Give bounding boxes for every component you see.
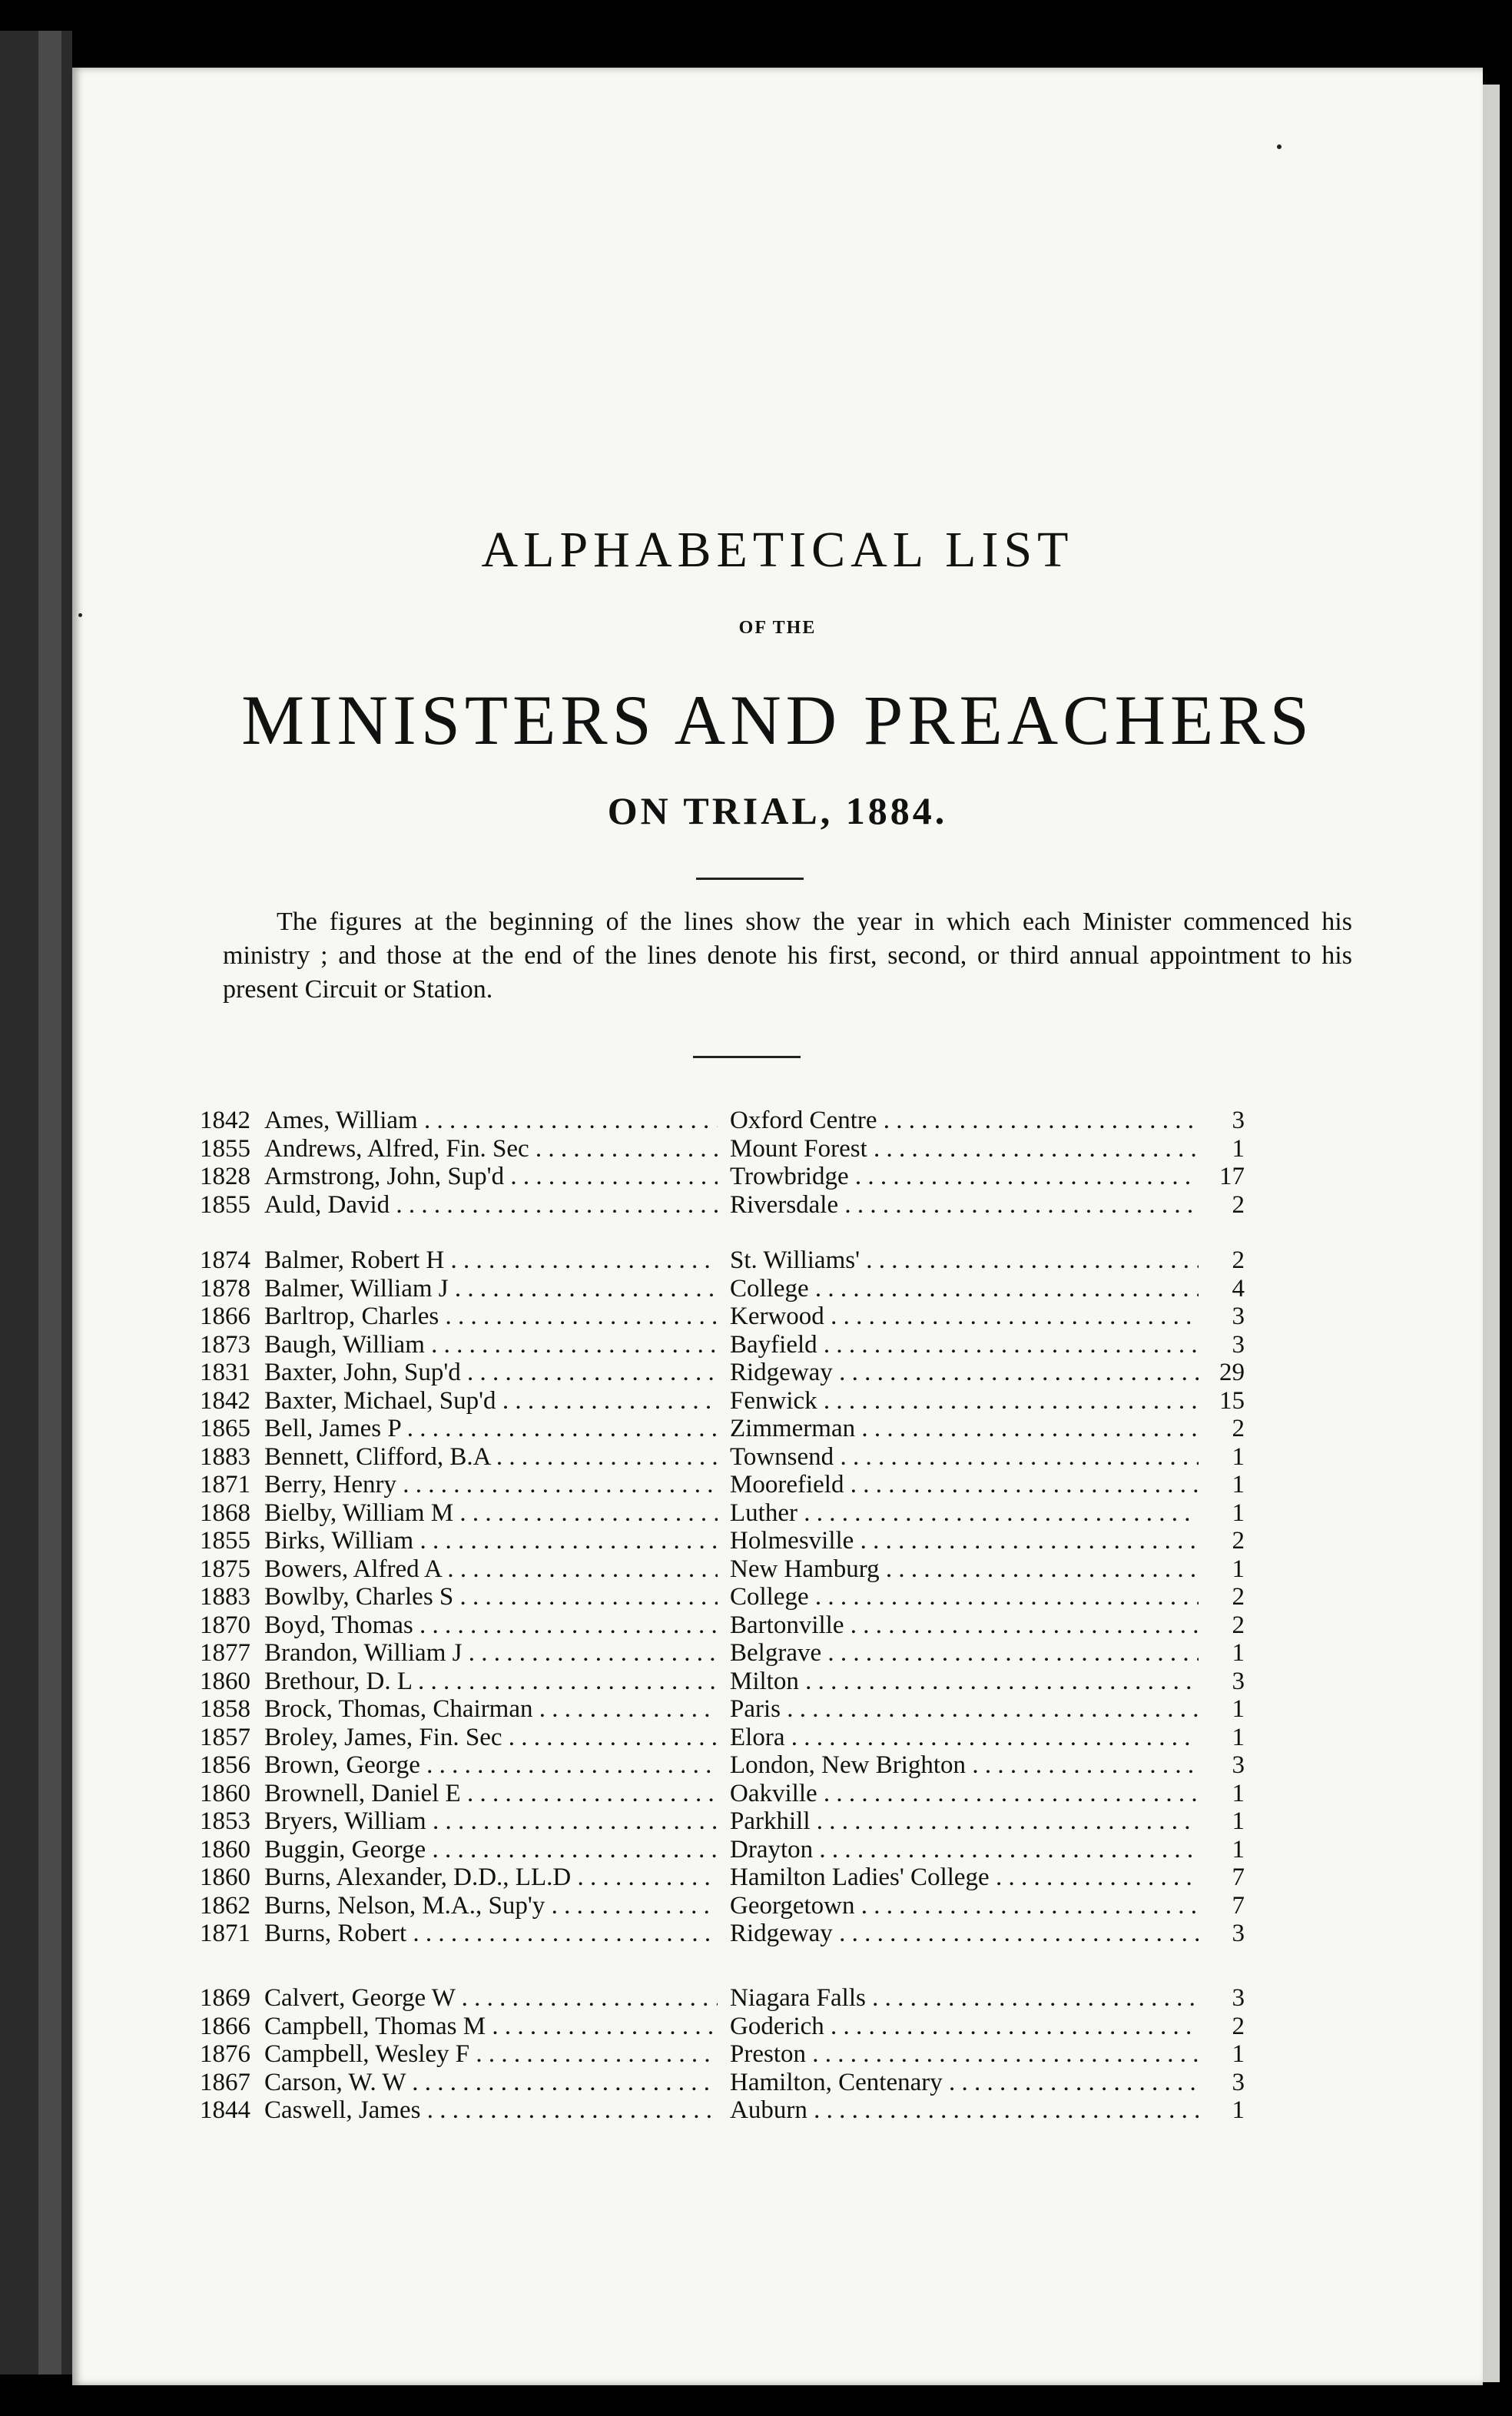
entry-appointment-number: 1 — [1232, 1442, 1245, 1471]
entry-year: 1855 — [200, 1527, 250, 1555]
entry-appointment-number: 1 — [1232, 1134, 1245, 1163]
entries-group-c — [200, 1984, 1371, 2125]
heading-alphabetical-list: ALPHABETICAL LIST — [481, 522, 1074, 578]
entry-station: London, New Brighton . . . — [730, 1751, 1199, 1780]
entry-station: New Hamburg . . . — [730, 1555, 1199, 1584]
entry-year: 1858 — [200, 1695, 250, 1723]
list-item — [200, 2069, 1371, 2097]
entry-year: 1870 — [200, 1611, 250, 1639]
entry-station: Bayfield . . . — [730, 1331, 1199, 1359]
entry-year: 1878 — [200, 1274, 250, 1303]
book-spine-edge — [38, 31, 61, 2375]
entry-name: Bryers, William . . . — [264, 1807, 718, 1836]
entry-year: 1856 — [200, 1751, 250, 1779]
entry-year: 1877 — [200, 1639, 250, 1667]
entry-station: Parkhill . . . — [730, 1807, 1199, 1836]
list-item — [200, 1303, 1371, 1331]
entry-year: 1844 — [200, 2096, 250, 2124]
list-item — [200, 1751, 1371, 1780]
entry-station: Ridgeway . . . — [730, 1920, 1199, 1948]
entry-station: Drayton . . . — [730, 1836, 1199, 1864]
entry-station: Trowbridge . . . — [730, 1163, 1199, 1191]
divider-rule — [696, 878, 804, 880]
list-item — [200, 1920, 1371, 1948]
entry-appointment-number: 2 — [1232, 1611, 1245, 1639]
list-item — [200, 1780, 1371, 1808]
entry-year: 1855 — [200, 1134, 250, 1163]
list-item — [200, 1246, 1371, 1275]
entry-station: Riversdale . . . — [730, 1191, 1199, 1220]
entry-station: Townsend . . . — [730, 1443, 1199, 1472]
entry-year: 1842 — [200, 1386, 250, 1415]
entry-name: Campbell, Wesley F . . . — [264, 2040, 718, 2069]
entry-appointment-number: 1 — [1232, 2040, 1245, 2068]
list-item — [200, 1387, 1371, 1415]
page-edge-right — [1483, 85, 1500, 2382]
entry-year: 1875 — [200, 1555, 250, 1583]
entry-name: Caswell, James . . . — [264, 2096, 718, 2125]
list-item — [200, 1863, 1371, 1892]
entry-name: Bowlby, Charles S . . . — [264, 1583, 718, 1611]
entry-name: Burns, Nelson, M.A., Sup'y . . . — [264, 1892, 718, 1920]
entry-station: Oakville . . . — [730, 1780, 1199, 1808]
entry-station: Kerwood . . . — [730, 1303, 1199, 1331]
entry-station: Georgetown . . . — [730, 1892, 1199, 1920]
entry-station: Hamilton, Centenary . . . — [730, 2069, 1199, 2097]
entry-name: Brownell, Daniel E . . . — [264, 1780, 718, 1808]
entry-year: 1867 — [200, 2068, 250, 2096]
entry-name: Ames, William . . . — [264, 1107, 718, 1135]
entry-year: 1871 — [200, 1471, 250, 1498]
list-item — [200, 2040, 1371, 2069]
entry-year: 1857 — [200, 1723, 250, 1751]
entry-year: 1871 — [200, 1920, 250, 1947]
list-item — [200, 1984, 1371, 2013]
list-item — [200, 1135, 1371, 1163]
entry-appointment-number: 2 — [1232, 1415, 1245, 1442]
entry-appointment-number: 1 — [1232, 1779, 1245, 1807]
list-item — [200, 1836, 1371, 1864]
entry-name: Burns, Robert . . . — [264, 1920, 718, 1948]
list-item — [200, 1331, 1371, 1359]
entry-name: Calvert, George W . . . — [264, 1984, 718, 2013]
entry-station: Bartonville . . . — [730, 1611, 1199, 1640]
scan-speck — [1277, 144, 1282, 149]
book-page — [72, 68, 1483, 2385]
list-item — [200, 1807, 1371, 1836]
heading-on-trial: ON TRIAL, 1884. — [607, 789, 948, 832]
entry-year: 1866 — [200, 2012, 250, 2040]
entry-year: 1862 — [200, 1891, 250, 1920]
entry-name: Andrews, Alfred, Fin. Sec . . . — [264, 1135, 718, 1163]
entry-station: Moorefield . . . — [730, 1471, 1199, 1499]
entry-name: Berry, Henry . . . — [264, 1471, 718, 1499]
entry-appointment-number: 3 — [1232, 1920, 1245, 1947]
entry-station: Ridgeway . . . — [730, 1359, 1199, 1387]
entry-station: Hamilton Ladies' College . . . — [730, 1863, 1199, 1892]
list-item — [200, 1668, 1371, 1696]
entry-year: 1883 — [200, 1583, 250, 1611]
entry-station: St. Williams' . . . — [730, 1246, 1199, 1275]
entry-appointment-number: 1 — [1232, 1471, 1245, 1498]
entry-station: Mount Forest . . . — [730, 1135, 1199, 1163]
entry-appointment-number: 2 — [1232, 1190, 1245, 1219]
entry-year: 1874 — [200, 1246, 250, 1274]
list-item — [200, 1611, 1371, 1640]
entry-appointment-number: 2 — [1232, 2012, 1245, 2040]
entry-year: 1860 — [200, 1835, 250, 1863]
entry-appointment-number: 1 — [1232, 1555, 1245, 1583]
entry-name: Bowers, Alfred A . . . — [264, 1555, 718, 1584]
entry-name: Brown, George . . . — [264, 1751, 718, 1780]
entry-station: Elora . . . — [730, 1724, 1199, 1752]
entry-name: Baugh, William . . . — [264, 1331, 718, 1359]
entry-station: Zimmerman . . . — [730, 1415, 1199, 1443]
entry-name: Burns, Alexander, D.D., LL.D . . . — [264, 1863, 718, 1892]
entry-appointment-number: 1 — [1232, 1695, 1245, 1723]
entry-name: Brethour, D. L . . . — [264, 1668, 718, 1696]
entry-appointment-number: 7 — [1232, 1891, 1245, 1920]
entry-station: Holmesville . . . — [730, 1527, 1199, 1555]
list-item — [200, 1443, 1371, 1472]
list-item — [200, 1163, 1371, 1191]
entry-year: 1876 — [200, 2040, 250, 2068]
entry-appointment-number: 17 — [1219, 1163, 1245, 1190]
entry-appointment-number: 2 — [1232, 1246, 1245, 1274]
list-item — [200, 1639, 1371, 1668]
entry-name: Bennett, Clifford, B.A . . . — [264, 1443, 718, 1472]
entry-name: Auld, David . . . — [264, 1191, 718, 1220]
list-item — [200, 2013, 1371, 2041]
entries-group-b — [200, 1246, 1371, 1948]
entry-name: Carson, W. W . . . — [264, 2069, 718, 2097]
entry-name: Brandon, William J . . . — [264, 1639, 718, 1668]
entry-appointment-number: 3 — [1232, 1667, 1245, 1695]
list-item — [200, 1724, 1371, 1752]
entry-appointment-number: 3 — [1232, 1303, 1245, 1330]
entry-appointment-number: 3 — [1232, 1107, 1245, 1134]
heading-ministers-preachers: MINISTERS AND PREACHERS — [241, 681, 1314, 759]
entry-year: 1842 — [200, 1107, 250, 1134]
entry-year: 1860 — [200, 1779, 250, 1807]
entry-name: Balmer, Robert H . . . — [264, 1246, 718, 1275]
list-item — [200, 2096, 1371, 2125]
list-item — [200, 1107, 1371, 1135]
entry-appointment-number: 1 — [1232, 1639, 1245, 1667]
entry-year: 1868 — [200, 1498, 250, 1527]
scan-border-left — [0, 31, 72, 2375]
scan-speck — [78, 613, 82, 617]
entry-name: Birks, William . . . — [264, 1527, 718, 1555]
entry-name: Brock, Thomas, Chairman . . . — [264, 1695, 718, 1724]
entry-name: Bell, James P . . . — [264, 1415, 718, 1443]
entry-name: Buggin, George . . . — [264, 1836, 718, 1864]
entry-year: 1831 — [200, 1359, 250, 1386]
entry-year: 1855 — [200, 1190, 250, 1219]
entry-name: Broley, James, Fin. Sec . . . — [264, 1724, 718, 1752]
entry-station: Goderich . . . — [730, 2013, 1199, 2041]
list-item — [200, 1415, 1371, 1443]
list-item — [200, 1555, 1371, 1584]
entry-station: Milton . . . — [730, 1668, 1199, 1696]
entry-appointment-number: 29 — [1219, 1359, 1245, 1386]
entry-year: 1869 — [200, 1984, 250, 2012]
entry-year: 1853 — [200, 1807, 250, 1835]
entry-appointment-number: 3 — [1232, 1751, 1245, 1779]
entry-year: 1860 — [200, 1667, 250, 1695]
entry-station: Fenwick . . . — [730, 1387, 1199, 1415]
entry-year: 1865 — [200, 1415, 250, 1442]
entry-station: Preston . . . — [730, 2040, 1199, 2069]
entry-station: Paris . . . — [730, 1695, 1199, 1724]
entry-name: Boyd, Thomas . . . — [264, 1611, 718, 1640]
entry-appointment-number: 1 — [1232, 1723, 1245, 1751]
entry-appointment-number: 3 — [1232, 1330, 1245, 1359]
entry-station: Auburn . . . — [730, 2096, 1199, 2125]
entry-station: Oxford Centre . . . — [730, 1107, 1199, 1135]
list-item — [200, 1191, 1371, 1220]
list-item — [200, 1499, 1371, 1528]
entry-name: Bielby, William M . . . — [264, 1499, 718, 1528]
entry-appointment-number: 15 — [1219, 1386, 1245, 1415]
list-item — [200, 1527, 1371, 1555]
list-item — [200, 1695, 1371, 1724]
entry-appointment-number: 4 — [1232, 1274, 1245, 1303]
entry-appointment-number: 3 — [1232, 2068, 1245, 2096]
divider-rule — [693, 1056, 801, 1058]
entry-year: 1873 — [200, 1330, 250, 1359]
entry-station: Belgrave . . . — [730, 1639, 1199, 1668]
entry-name: Baxter, Michael, Sup'd . . . — [264, 1387, 718, 1415]
entry-station: Niagara Falls . . . — [730, 1984, 1199, 2013]
list-item — [200, 1892, 1371, 1920]
entry-appointment-number: 1 — [1232, 1807, 1245, 1835]
entry-name: Armstrong, John, Sup'd . . . — [264, 1163, 718, 1191]
entry-appointment-number: 7 — [1232, 1863, 1245, 1891]
heading-of-the: OF THE — [738, 618, 817, 638]
entry-name: Balmer, William J . . . — [264, 1275, 718, 1303]
entry-station: College . . . — [730, 1583, 1199, 1611]
list-item — [200, 1275, 1371, 1303]
entry-year: 1883 — [200, 1442, 250, 1471]
entry-year: 1860 — [200, 1863, 250, 1891]
entry-appointment-number: 1 — [1232, 2096, 1245, 2124]
intro-paragraph: The figures at the beginning of the lines show the year in which each Minister commenced his ministry ; and those at the end of the lines denote his first, second, or third annual appointment to his present Circuit or Station. — [223, 908, 1352, 1004]
list-item — [200, 1359, 1371, 1387]
entry-name: Campbell, Thomas M . . . — [264, 2013, 718, 2041]
entries-group-a — [200, 1107, 1371, 1219]
entry-appointment-number: 1 — [1232, 1498, 1245, 1527]
entry-year: 1828 — [200, 1163, 250, 1190]
entry-name: Baxter, John, Sup'd . . . — [264, 1359, 718, 1387]
list-item — [200, 1583, 1371, 1611]
entry-name: Barltrop, Charles . . . — [264, 1303, 718, 1331]
entry-appointment-number: 1 — [1232, 1835, 1245, 1863]
entry-appointment-number: 2 — [1232, 1527, 1245, 1555]
entry-station: College . . . — [730, 1275, 1199, 1303]
entry-appointment-number: 3 — [1232, 1984, 1245, 2012]
entry-year: 1866 — [200, 1303, 250, 1330]
entry-appointment-number: 2 — [1232, 1583, 1245, 1611]
list-item — [200, 1471, 1371, 1499]
entry-station: Luther . . . — [730, 1499, 1199, 1528]
